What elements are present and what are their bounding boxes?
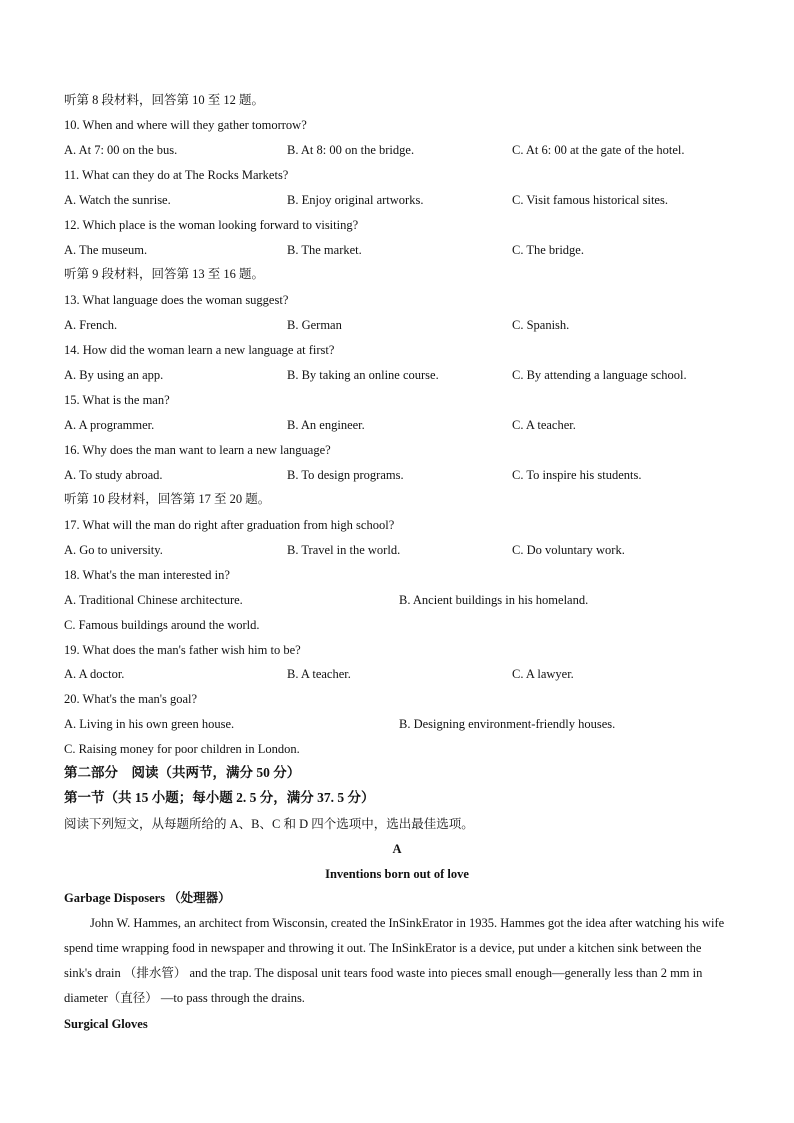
q17-option-b: B. Travel in the world. [287,543,401,557]
q19-option-a: A. A doctor. [64,667,125,681]
question-10: 10. When and where will they gather tomorrow? [64,118,307,132]
q13-option-a: A. French. [64,318,118,332]
q12-option-a: A. The museum. [64,243,148,257]
q16-option-a: A. To study abroad. [64,468,163,482]
q17-option-c: C. Do voluntary work. [512,543,625,557]
q12-option-c: C. The bridge. [512,243,584,257]
listening-instruction-9: 听第 9 段材料，回答第 13 至 16 题。 [64,267,265,281]
q10-option-c: C. At 6: 00 at the gate of the hotel. [512,143,685,157]
subheading-surgical-gloves: Surgical Gloves [64,1017,148,1031]
q16-option-c: C. To inspire his students. [512,468,642,482]
listening-instruction-8: 听第 8 段材料，回答第 10 至 12 题。 [64,93,265,107]
q15-option-c: C. A teacher. [512,418,576,432]
passage-title: Inventions born out of love [325,867,469,881]
question-16: 16. Why does the man want to learn a new language? [64,443,331,457]
q17-option-a: A. Go to university. [64,543,163,557]
reading-instruction: 阅读下列短文，从每题所给的 A、B、C 和 D 四个选项中，选出最佳选项。 [64,817,474,831]
part-two-heading: 第二部分 阅读（共两节，满分 50 分） [64,765,301,780]
q20-option-a: A. Living in his own green house. [64,717,235,731]
q15-option-b: B. An engineer. [287,418,365,432]
q13-option-c: C. Spanish. [512,318,570,332]
q15-option-a: A. A programmer. [64,418,155,432]
q18-option-a: A. Traditional Chinese architecture. [64,593,243,607]
question-17: 17. What will the man do right after graduation from high school? [64,518,395,532]
q14-option-c: C. By attending a language school. [512,368,687,382]
q13-option-b: B. German [287,318,342,332]
q18-option-c: C. Famous buildings around the world. [64,618,260,632]
q14-option-a: A. By using an app. [64,368,164,382]
q11-option-a: A. Watch the sunrise. [64,193,171,207]
question-20: 20. What's the man's goal? [64,692,198,706]
question-18: 18. What's the man interested in? [64,568,230,582]
paragraph-text: John W. Hammes, an architect from Wisconsin, created the InSinkErator in 1935. Hammes got the idea after watching his wife spend time wrapping food in newspaper and throwing it out. The InSinkErator is a device, put under a kitchen sink between the sink's drain （排水管） and the trap. The disposal unit tears food waste into pieces small enough—generally less than 2 mm in diameter（直径） —to pass through the drains. [64,916,725,1005]
q12-option-b: B. The market. [287,243,362,257]
paragraph-garbage-disposers [64,911,730,1011]
question-19: 19. What does the man's father wish him to be? [64,643,301,657]
question-13: 13. What language does the woman suggest? [64,293,289,307]
q10-option-b: B. At 8: 00 on the bridge. [287,143,415,157]
q19-option-b: B. A teacher. [287,667,351,681]
q11-option-b: B. Enjoy original artworks. [287,193,424,207]
listening-instruction-10: 听第 10 段材料，回答第 17 至 20 题。 [64,492,271,506]
q10-option-a: A. At 7: 00 on the bus. [64,143,178,157]
question-15: 15. What is the man? [64,393,170,407]
subheading-garbage-disposers: Garbage Disposers （处理器） [64,891,231,905]
question-14: 14. How did the woman learn a new language at first? [64,343,335,357]
q16-option-b: B. To design programs. [287,468,404,482]
q11-option-c: C. Visit famous historical sites. [512,193,668,207]
question-12: 12. Which place is the woman looking forward to visiting? [64,218,359,232]
q20-option-b: B. Designing environment-friendly houses. [399,717,616,731]
q19-option-c: C. A lawyer. [512,667,574,681]
q20-option-c: C. Raising money for poor children in London. [64,742,300,756]
passage-letter: A [392,842,402,856]
question-11: 11. What can they do at The Rocks Markets? [64,168,289,182]
section-one-heading: 第一节（共 15 小题；每小题 2. 5 分，满分 37. 5 分） [64,790,375,805]
q14-option-b: B. By taking an online course. [287,368,439,382]
q18-option-b: B. Ancient buildings in his homeland. [399,593,589,607]
